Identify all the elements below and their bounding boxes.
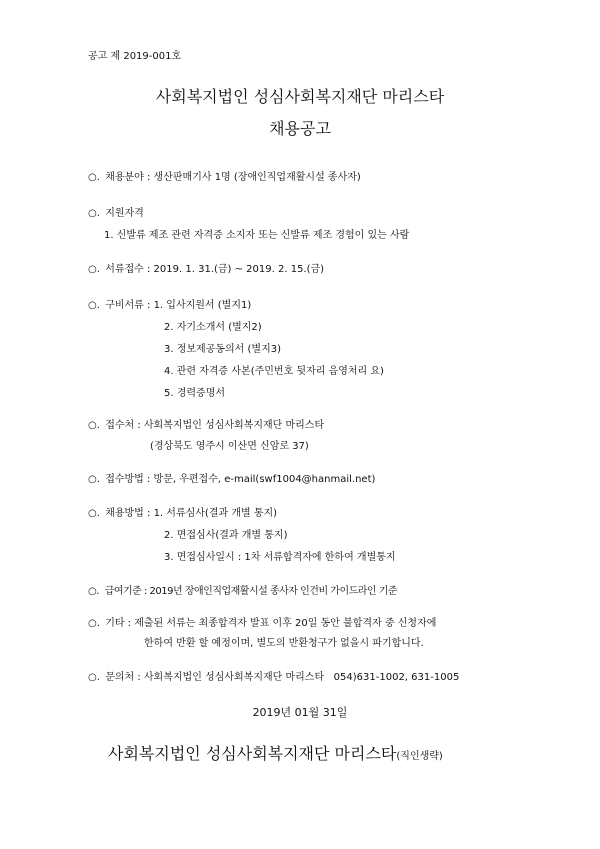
section-contact — [88, 668, 459, 683]
notice-number: 공고 제 2019-001호 — [88, 51, 182, 62]
section-documents — [88, 296, 251, 311]
field-text: 채용분야 : 생산판매기사 1명 (장애인직업재활시설 종사자) — [105, 172, 361, 183]
qualification-item: 1. 신발류 제조 관련 자격증 소지자 또는 신발류 제조 경험이 있는 사람 — [104, 230, 410, 241]
other-text-continued: 한하여 반환 할 예정이며, 별도의 반환청구가 없을시 파기합니다. — [144, 638, 424, 649]
section-hiring-method — [88, 504, 277, 519]
other-text: 기타 : 제출된 서류는 최종합격자 발표 이후 20일 동안 불합격자 중 신청자에 — [105, 618, 437, 629]
section-qualification — [88, 204, 144, 219]
hiring-method-item: 1. 서류심사(결과 개별 통지) — [153, 508, 278, 519]
section-salary — [88, 582, 397, 597]
hiring-method-item: 2. 면접심사(결과 개별 통지) — [164, 530, 288, 541]
section-other — [88, 614, 436, 629]
documents-item: 2. 자기소개서 (별지2) — [164, 322, 262, 333]
documents-item: 5. 경력증명서 — [164, 388, 226, 399]
bullet: ○. — [88, 508, 100, 519]
bullet: ○. — [88, 264, 100, 275]
bullet: ○. — [88, 300, 100, 311]
hiring-method-item: 3. 면접심사일시 : 1차 서류합격자에 한하여 개별통지 — [164, 552, 396, 563]
bullet: ○. — [88, 672, 100, 683]
hiring-method-label: 채용방법 : — [105, 508, 154, 519]
documents-label: 구비서류 : — [105, 300, 154, 311]
documents-item: 3. 정보제공동의서 (별지3) — [164, 344, 282, 355]
documents-item: 1. 입사지원서 (별지1) — [153, 300, 252, 311]
footer-org-name: 사회복지법인 성심사회복지재단 마리스타 — [108, 744, 397, 763]
bullet: ○. — [88, 474, 100, 485]
document-title: 사회복지법인 성심사회복지재단 마리스타 — [155, 87, 445, 106]
section-reception-period — [88, 260, 324, 275]
bullet: ○. — [88, 586, 99, 597]
section-reception-place — [88, 416, 324, 431]
reception-period-text: 서류접수 : 2019. 1. 31.(금) ~ 2019. 2. 15.(금) — [105, 264, 325, 275]
bullet: ○. — [88, 420, 100, 431]
reception-place-text: 접수처 : 사회복지법인 성심사회복지재단 마리스타 — [105, 420, 325, 431]
bullet: ○. — [88, 172, 100, 183]
bullet: ○. — [88, 208, 100, 219]
salary-text: 급여기준 : 2019년 장애인직업재활시설 종사자 인건비 가이드라인 기준 — [104, 586, 398, 597]
reception-method-text: 접수방법 : 방문, 우편접수, e-mail(swf1004@hanmail.net) — [105, 474, 376, 485]
document-subtitle: 채용공고 — [269, 119, 331, 138]
seal-note: (직인생략) — [396, 751, 443, 762]
notice-date: 2019년 01월 31일 — [252, 706, 348, 719]
reception-address: (경상북도 영주시 이산면 신암로 37) — [150, 441, 309, 452]
contact-text: 문의처 : 사회복지법인 성심사회복지재단 마리스타 054)631-1002, 631-1005 — [105, 672, 460, 683]
qualification-label: 지원자격 — [105, 208, 144, 219]
documents-item: 4. 관련 자격증 사본(주민번호 뒷자리 음영처리 요) — [164, 366, 384, 377]
section-field — [88, 168, 361, 183]
bullet: ○. — [88, 618, 100, 629]
section-reception-method — [88, 470, 375, 485]
footer-organization — [108, 741, 443, 764]
